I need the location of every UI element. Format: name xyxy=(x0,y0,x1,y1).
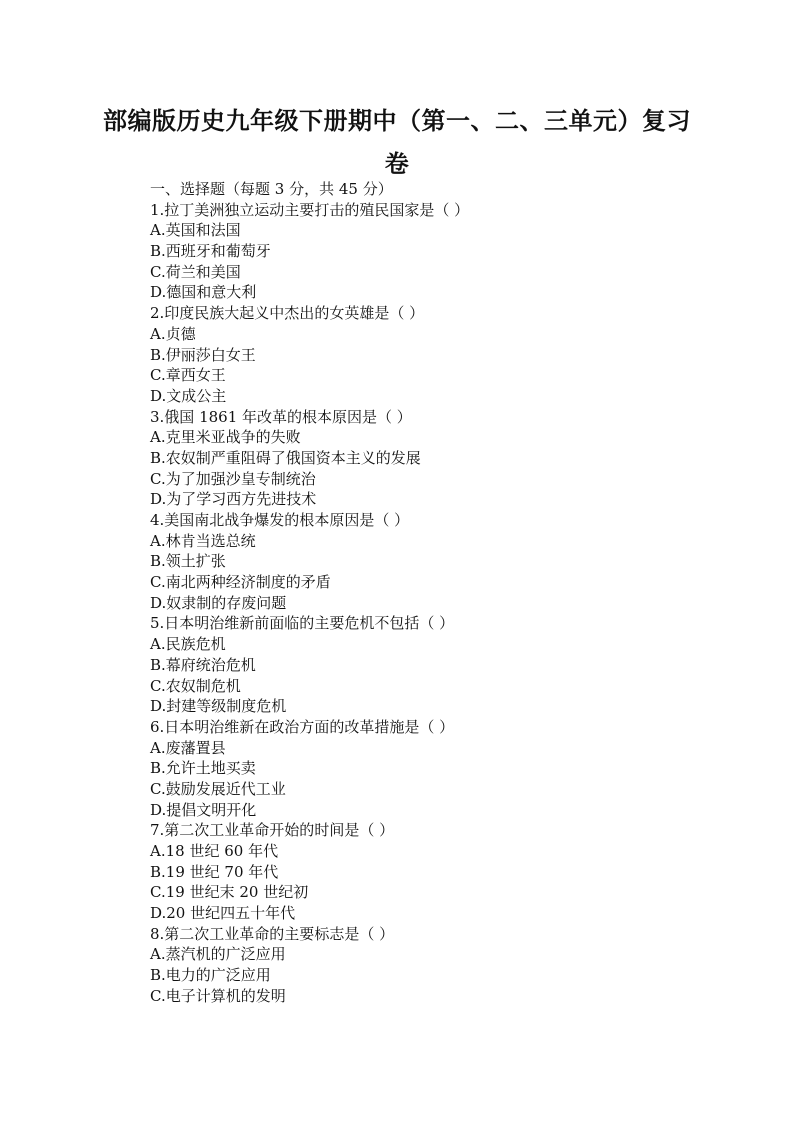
answer-option: B.领土扩张 xyxy=(150,552,226,571)
answer-option: A.林肯当选总统 xyxy=(150,531,256,550)
answer-option: C.章西女王 xyxy=(150,366,226,385)
answer-option: B.农奴制严重阻碍了俄国资本主义的发展 xyxy=(150,448,421,467)
answer-option: B.西班牙和葡萄牙 xyxy=(150,242,271,261)
question-stem: 3.俄国 1861 年改革的根本原因是（ ） xyxy=(150,407,412,426)
answer-option: D.奴隶制的存废问题 xyxy=(150,593,287,612)
answer-option: A.英国和法国 xyxy=(150,221,241,240)
answer-option: D.提倡文明开化 xyxy=(150,800,257,819)
answer-option: C.为了加强沙皇专制统治 xyxy=(150,469,316,488)
answer-option: B.电力的广泛应用 xyxy=(150,966,271,985)
question-stem: 8.第二次工业革命的主要标志是（ ） xyxy=(150,924,395,943)
answer-option: A.克里米亚战争的失败 xyxy=(150,428,301,447)
answer-option: C.南北两种经济制度的矛盾 xyxy=(150,573,331,592)
section-heading: 一、选择题（每题 3 分，共 45 分） xyxy=(150,180,393,198)
answer-option: C.电子计算机的发明 xyxy=(150,986,286,1005)
question-list xyxy=(150,179,710,1007)
answer-option: D.德国和意大利 xyxy=(150,283,257,302)
answer-option: C.农奴制危机 xyxy=(150,676,241,695)
answer-option: D.封建等级制度危机 xyxy=(150,697,287,716)
answer-option: B.允许土地买卖 xyxy=(150,759,256,778)
answer-option: B.伊丽莎白女王 xyxy=(150,345,256,364)
answer-option: D.20 世纪四五十年代 xyxy=(150,904,296,923)
answer-option: B.幕府统治危机 xyxy=(150,655,256,674)
answer-option: C.19 世纪末 20 世纪初 xyxy=(150,883,309,902)
answer-option: B.19 世纪 70 年代 xyxy=(150,862,279,881)
answer-option: D.为了学习西方先进技术 xyxy=(150,490,317,509)
answer-option: D.文成公主 xyxy=(150,386,227,405)
question-stem: 1.拉丁美洲独立运动主要打击的殖民国家是（ ） xyxy=(150,200,470,219)
answer-option: A.废藩置县 xyxy=(150,738,226,757)
answer-option: C.荷兰和美国 xyxy=(150,262,241,281)
answer-option: C.鼓励发展近代工业 xyxy=(150,779,286,798)
question-stem: 2.印度民族大起义中杰出的女英雄是（ ） xyxy=(150,304,425,323)
answer-option: A.18 世纪 60 年代 xyxy=(150,842,279,860)
question-stem: 4.美国南北战争爆发的根本原因是（ ） xyxy=(150,511,410,529)
answer-option: A.贞德 xyxy=(150,324,196,343)
question-stem: 7.第二次工业革命开始的时间是（ ） xyxy=(150,821,395,840)
question-stem: 5.日本明治维新前面临的主要危机不包括（ ） xyxy=(150,614,455,633)
answer-option: A.蒸汽机的广泛应用 xyxy=(150,945,286,964)
document-title: 部编版历史九年级下册期中（第一、二、三单元）复习卷 xyxy=(103,106,691,178)
question-stem: 6.日本明治维新在政治方面的改革措施是（ ） xyxy=(150,717,455,736)
answer-option: A.民族危机 xyxy=(150,635,226,654)
